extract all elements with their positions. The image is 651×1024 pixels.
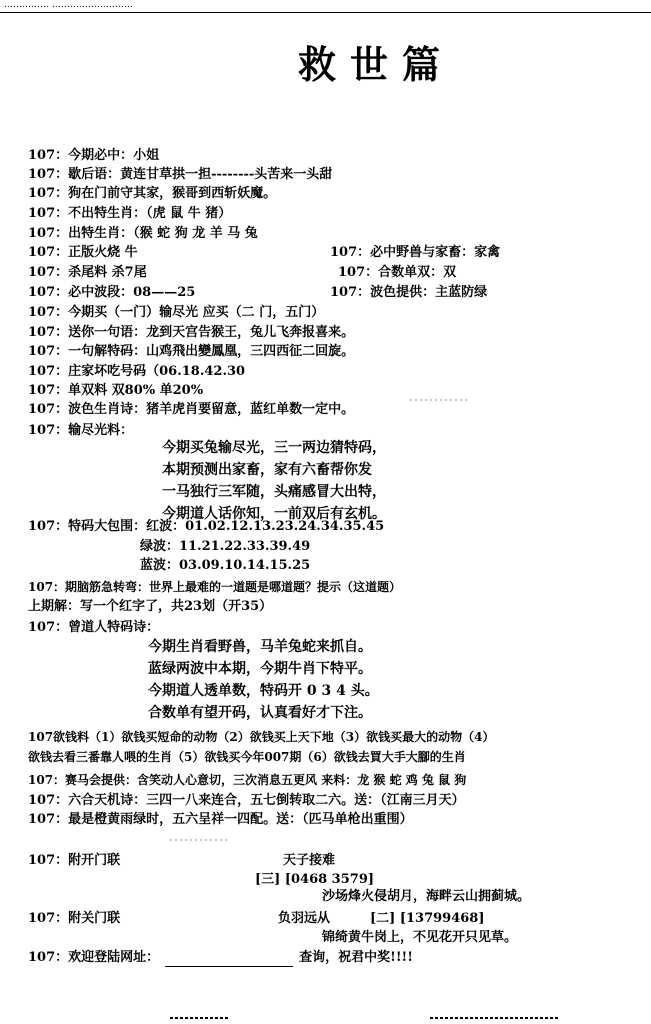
- line-dog-monkey: 107：狗在门前守其家，猴哥到西斩妖魔。: [28, 186, 277, 201]
- line-open-couplet: 107：附开门联: [28, 853, 121, 868]
- poem-lose-all: [162, 437, 386, 525]
- line-one-sentence-code: 107：一句解特码：山鸡飛出變鳳凰，三四西征二回旋。: [28, 344, 355, 359]
- line-green-wave: 绿波：11.21.22.33.39.49: [140, 539, 311, 554]
- poem-line: 今期买兔输尽光，三一两边猜特码，: [162, 440, 386, 456]
- line-close-couplet-text: 锦绮黄牛岗上，不见花开只见草。: [322, 930, 518, 945]
- line-money-riddle-2: 欲钱去看三番靠人喂的生肖（5）欲钱买今年007期（6）欲钱去買大手大腳的生肖: [28, 750, 466, 764]
- line-out-zodiac: 107：出特生肖：（猴 蛇 狗 龙 羊 马 兔: [28, 226, 258, 241]
- poem-line: 合数单有望开码，认真看好才下注。: [148, 705, 372, 721]
- poem-line: 本期预测出家畜，家有六畜帮你发: [162, 462, 372, 478]
- line-beast-domestic: 107：必中野兽与家畜：家禽: [330, 245, 501, 260]
- line-wave-zodiac-poem: 107：波色生肖诗：猪羊虎肖要留意，蓝红单数一定中。: [28, 402, 355, 417]
- line-zeng-poem-label: 107：曾道人特码诗：: [28, 620, 160, 635]
- line-money-riddle-1: 107欲钱料（1）欲钱买短命的动物（2）欲钱买上天下地（3）欲钱买最大的动物（4）: [28, 730, 495, 744]
- line-gift-sentence: 107：送你一句语：龙到天宫告猴王，兔儿飞奔报喜来。: [28, 325, 355, 340]
- line-fire-burn: 107：正版火烧 牛: [28, 245, 138, 260]
- line-close-couplet: 107：附关门联: [28, 911, 121, 926]
- top-rule: [0, 0, 651, 13]
- poem-line: 今期生肖看野兽，马羊兔蛇来抓自。: [148, 639, 372, 655]
- line-lose-all-material: 107：输尽光料：: [28, 423, 134, 438]
- line-buy-doors: 107：今期买（一门）输尽光 应买（二 门，五门）: [28, 305, 325, 320]
- page-title: 救世篇: [298, 42, 455, 87]
- poem-line: 一马独行三军随，头痛感冒大出特，: [162, 484, 386, 500]
- top-header-text: …………… ………………………: [4, 0, 133, 10]
- poem-line: 今期道人话你知，一前双后有玄机。: [162, 506, 386, 522]
- line-wave-color: 107：波色提供：主蓝防绿: [330, 285, 488, 300]
- website-suffix: 查询，祝君中奖!!!!: [299, 950, 413, 965]
- website-blank: [165, 954, 293, 967]
- line-blue-wave: 蓝波：03.09.10.14.15.25: [140, 558, 311, 573]
- line-open-numbers: [三] [0468 3579]: [255, 872, 375, 887]
- line-banker-numbers: 107：庄家坏吃号码（06.18.42.30: [28, 364, 246, 379]
- line-red-wave: 107：特码大包围：红波：01.02.12.13.23.24.34.35.45: [28, 519, 385, 534]
- line-racing-club: 107：赛马会提供：含笑动人心意切，三次消息五更风 来料：龙 猴 蛇 鸡 兔 鼠 狗: [28, 773, 467, 787]
- line-wave-range: 107：必中波段：08——25: [28, 285, 196, 300]
- line-xiehouyu: 107：歇后语：黄连甘草拱一担--------头苦来一头甜: [28, 167, 333, 182]
- poem-line: 今期道人透单数，特码开 0 3 4 头。: [148, 683, 379, 699]
- line-not-out-zodiac: 107：不出特生肖：（虎 鼠 牛 猪）: [28, 206, 232, 221]
- line-website: [28, 949, 413, 967]
- line-odd-even-percent: 107：单双料 双80% 单20%: [28, 383, 204, 398]
- line-last-answer: 上期解：写一个红字了，共23划（开35）: [28, 599, 273, 614]
- poem-zeng: [148, 636, 379, 724]
- line-brain-teaser: 107：期脑筋急转弯：世界上最难的一道题是哪道题？提示（这道题）: [28, 580, 402, 594]
- line-open-couplet-head: 天子接难: [283, 853, 336, 868]
- line-odd-even-sum: 107：合数单双：双: [338, 265, 457, 280]
- line-close-numbers: [二] [13799468]: [370, 911, 485, 926]
- line-close-couplet-head: 负羽远从: [278, 911, 331, 926]
- line-today-must-hit: 107：今期必中：小姐: [28, 148, 160, 163]
- line-orange-rain: 107：最是橙黄雨绿时，五六呈祥一四配。送：（匹马单枪出重围）: [28, 812, 413, 827]
- poem-line: 蓝绿两波中本期，今期牛肖下特平。: [148, 661, 372, 677]
- website-label: 107：欢迎登陆网址：: [28, 950, 160, 965]
- line-open-couplet-text: 沙场烽火侵胡月，海畔云山拥蓟城。: [322, 889, 531, 904]
- line-kill-tail: 107：杀尾料 杀7尾: [28, 265, 147, 280]
- line-liuhe-poem: 107：六合天机诗：三四一八来连合，五七倒转取二六。送：（江南三月天）: [28, 793, 465, 808]
